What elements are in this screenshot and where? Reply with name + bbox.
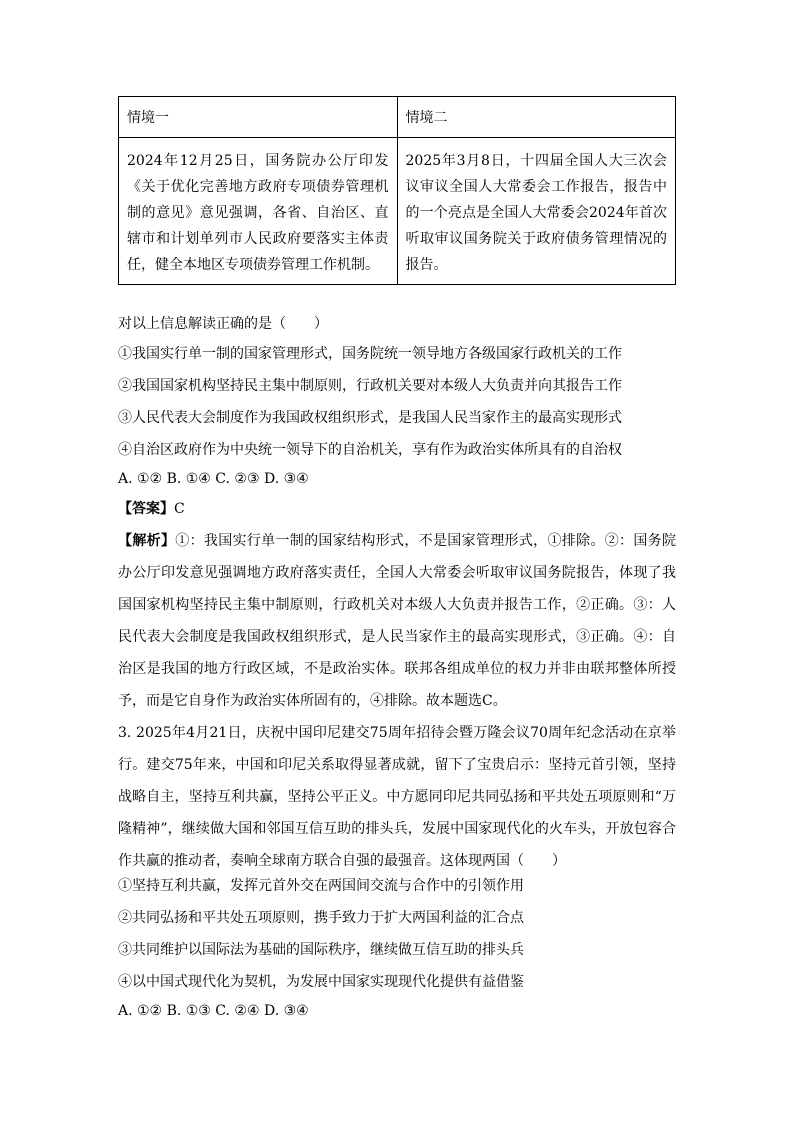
- scenario-table: [118, 96, 676, 285]
- table-cell-scenario-2: 2025年3月8日，十四届全国人大三次会议审议全国人大常委会工作报告，报告中的一个亮点是全国人大常委会2024年首次听取审议国务院关于政府债务管理情况的报告。: [397, 138, 676, 285]
- table-header-scenario-2: 情境二: [397, 97, 676, 138]
- analysis-paragraph: [118, 525, 676, 717]
- question-2-choices: A. ①② B. ①④ C. ②③ D. ③④: [118, 471, 309, 487]
- question-2-option-2: ②我国国家机构坚持民主集中制原则，行政机关要对本级人大负责并向其报告工作: [118, 378, 622, 394]
- answer-line: [118, 500, 185, 518]
- question-2-option-1: ①我国实行单一制的国家管理形式，国务院统一领导地方各级国家行政机关的工作: [118, 346, 622, 362]
- analysis-text: ①：我国实行单一制的国家结构形式，不是国家管理形式，①排除。②：国务院办公厅印发意见强调地方政府落实责任，全国人大常委会听取审议国务院报告，体现了我国国家机构坚持民主集中制原则，行政机关对本级人大负责并报告工作，②正确。③：人民代表大会制度是我国政权组织形式，是人民当家作主的最高实现形式，③正确。④：自治区是我国的地方行政区域，不是政治实体。联邦各组成单位的权力并非由联邦整体所授予，而是它自身作为政治实体所固有的，④排除。故本题选C。: [118, 533, 677, 709]
- question-3-option-4: ④以中国式现代化为契机，为发展中国家实现现代化提供有益借鉴: [118, 974, 524, 990]
- question-2-option-3: ③人民代表大会制度作为我国政权组织形式，是我国人民当家作主的最高实现形式: [118, 410, 622, 426]
- question-3-stem: 3. 2025年4月21日，庆祝中国印尼建交75周年招待会暨万隆会议70周年纪念活动在京举行。建交75年来，中国和印尼关系取得显著成就，留下了宝贵启示：坚持元首引领，坚持战略自主，坚持互利共赢，坚持公平正义。中方愿同印尼共同弘扬和平共处五项原则和“万隆精神”，继续做大国和邻国互信互助的排头兵，发展中国家现代化的火车头，开放包容合作共赢的推动者，奏响全球南方联合自强的最强音。这体现两国（ ）: [118, 725, 676, 869]
- table-cell-scenario-1: 2024年12月25日，国务院办公厅印发《关于优化完善地方政府专项债券管理机制的意见》意见强调，各省、自治区、直辖市和计划单列市人民政府要落实主体责任，健全本地区专项债券管理工作机制。: [119, 138, 398, 285]
- question-2-stem: 对以上信息解读正确的是（ ）: [118, 316, 328, 332]
- question-3-option-3: ③共同维护以国际法为基础的国际秩序，继续做互信互助的排头兵: [118, 942, 524, 958]
- question-3-option-1: ①坚持互利共赢，发挥元首外交在两国间交流与合作中的引领作用: [118, 878, 524, 894]
- question-2-option-4: ④自治区政府作为中央统一领导下的自治机关，享有作为政治实体所具有的自治权: [118, 442, 622, 458]
- answer-value: C: [174, 501, 185, 517]
- question-3-option-2: ②共同弘扬和平共处五项原则，携手致力于扩大两国利益的汇合点: [118, 910, 524, 926]
- table-header-scenario-1: 情境一: [119, 97, 398, 138]
- question-3-choices: A. ①② B. ①③ C. ②④ D. ③④: [118, 1003, 309, 1019]
- analysis-label: 【解析】: [118, 533, 176, 549]
- answer-label: 【答案】: [118, 501, 174, 517]
